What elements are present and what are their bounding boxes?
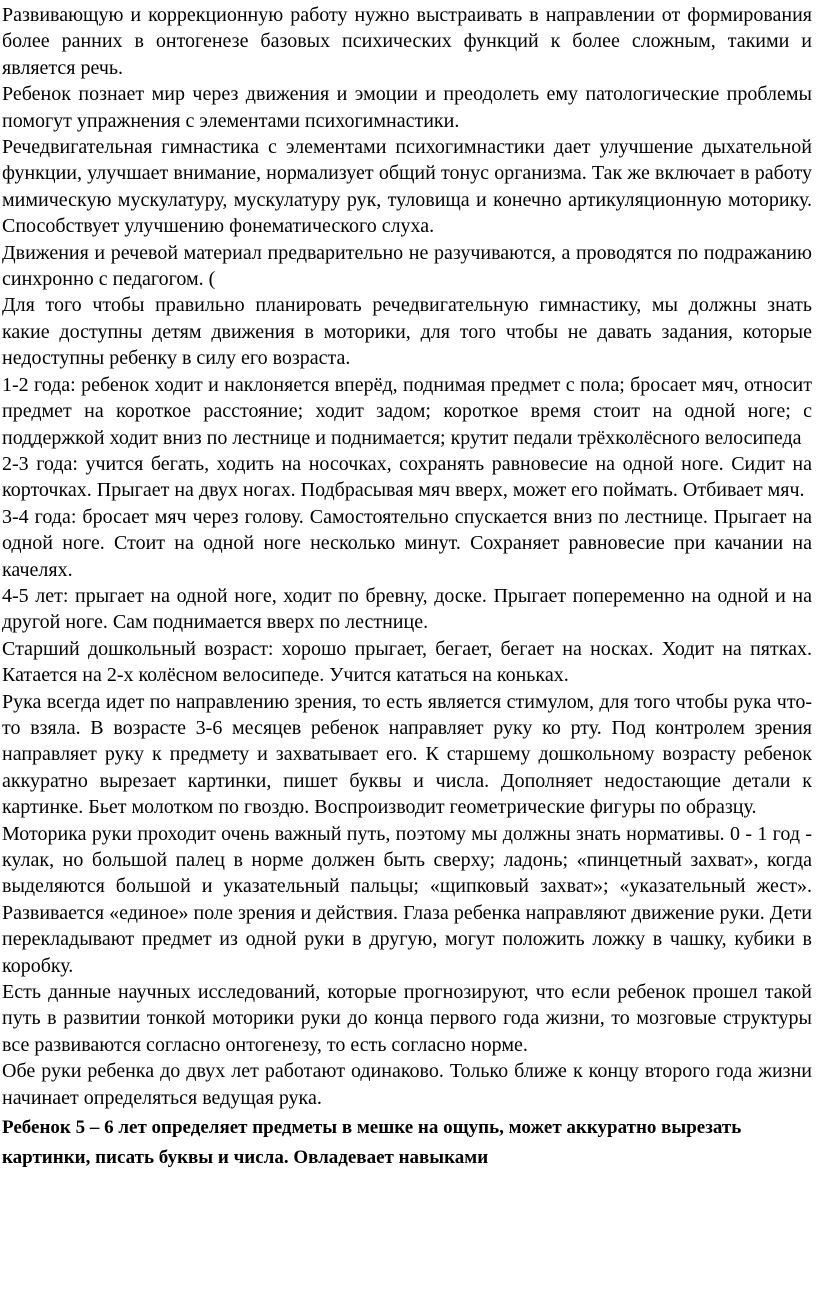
paragraph-speech-motor-gymnastics: Речедвигательная гимнастика с элементами психогимнастики дает улучшение дыхательной функции, улучшает внимание, нормализует общий тонус организма. Так же включает в работу мимическую мускулатуру, мускулатуру рук, туловища и конечно артикуляционную моторику. Способствует улучшению фонематического слуха. bbox=[2, 136, 812, 238]
paragraph-age-5-6-bold: Ребенок 5 – 6 лет определяет предметы в мешке на ощупь, может аккуратно вырезать картинки, писать буквы и числа. Овладевает навыками bbox=[2, 1117, 742, 1169]
paragraph-age-3-4: 3-4 года: бросает мяч через голову. Самостоятельно спускается вниз по лестнице. Прыгает на одной ноге. Стоит на одной ноге несколько минут. Сохраняет равновесие при качании на качелях. bbox=[2, 505, 812, 581]
paragraph-leading-hand: Обе руки ребенка до двух лет работают одинаково. Только ближе к концу второго года жизни начинает определяться ведущая рука. bbox=[2, 1060, 812, 1109]
paragraph-age-2-3: 2-3 года: учится бегать, ходить на носочках, сохранять равновесие на одной ноге. Сидит на корточках. Прыгает на двух ногах. Подбрасывая мяч вверх, может его поймать. Отбивает мяч. bbox=[2, 452, 812, 502]
paragraph-research-data: Есть данные научных исследований, которые прогнозируют, что если ребенок прошел такой путь в развитии тонкой моторики руки до конца первого года жизни, то мозговые структуры все развиваются согласно онтогенезу, то есть согласно норме. bbox=[2, 981, 812, 1056]
paragraph-hand-motor-norms: Моторика руки проходит очень важный путь, поэтому мы должны знать нормативы. 0 - 1 год - кулак, но большой палец в норме должен быть сверху; ладонь; «пинцетный захват», когда выделяются большой и указательный пальцы; «щипковый захват»; «указательный жест». Развивается «единое» поле зрения и действия. Глаза ребенка направляют движение руки. Дети перекладывают предмет из одной руки в другую, могут положить ложку в чашку, кубики в коробку. bbox=[2, 822, 812, 977]
paragraph-imitation: Движения и речевой материал предварительно не разучиваются, а проводятся по подражанию синхронно с педагогом. ( bbox=[2, 241, 812, 291]
paragraph-hand-vision: Рука всегда идет по направлению зрения, то есть является стимулом, для того чтобы рука что-то взяла. В возрасте 3-6 месяцев ребенок направляет руку ко рту. Под контролем зрения направляет руку к предмету и захватывает его. К старшему дошкольному возрасту ребенок аккуратно вырезает картинки, пишет буквы и числа. Дополняет недостающие детали к картинке. Бьет молотком по гвоздю. Воспроизводит геометрические фигуры по образцу. bbox=[2, 690, 812, 819]
paragraph-development-correction: Развивающую и коррекционную работу нужно выстраивать в направлении от формирования более ранних в онтогенезе базовых психических функций к более сложным, такими и является речь. bbox=[2, 4, 812, 79]
paragraph-age-1-2: 1-2 года: ребенок ходит и наклоняется вперёд, поднимая предмет с пола; бросает мяч, относит предмет на короткое расстояние; ходит задом; короткое время стоит на одной ноге; с поддержкой ходит вниз по лестнице и поднимается; крутит педали трёхколёсного велосипеда bbox=[2, 373, 812, 449]
paragraph-psychogymnastics-intro: Ребенок познает мир через движения и эмоции и преодолеть ему патологические проблемы помогут упражнения с элементами психогимнастики. bbox=[2, 83, 812, 132]
document-page bbox=[2, 2, 812, 1173]
paragraph-senior-preschool: Старший дошкольный возраст: хорошо прыгает, бегает, бегает на носках. Ходит на пятках. Катается на 2-х колёсном велосипеде. Учится кататься на коньках. bbox=[2, 637, 812, 687]
paragraph-planning: Для того чтобы правильно планировать речедвигательную гимнастику, мы должны знать какие доступны детям движения в моторики, для того чтобы не давать задания, которые недоступны ребенку в силу его возраста. bbox=[2, 294, 812, 370]
paragraph-age-4-5: 4-5 лет: прыгает на одной ноге, ходит по бревну, доске. Прыгает попеременно на одной и на другой ноге. Сам поднимается вверх по лестнице. bbox=[2, 584, 812, 634]
